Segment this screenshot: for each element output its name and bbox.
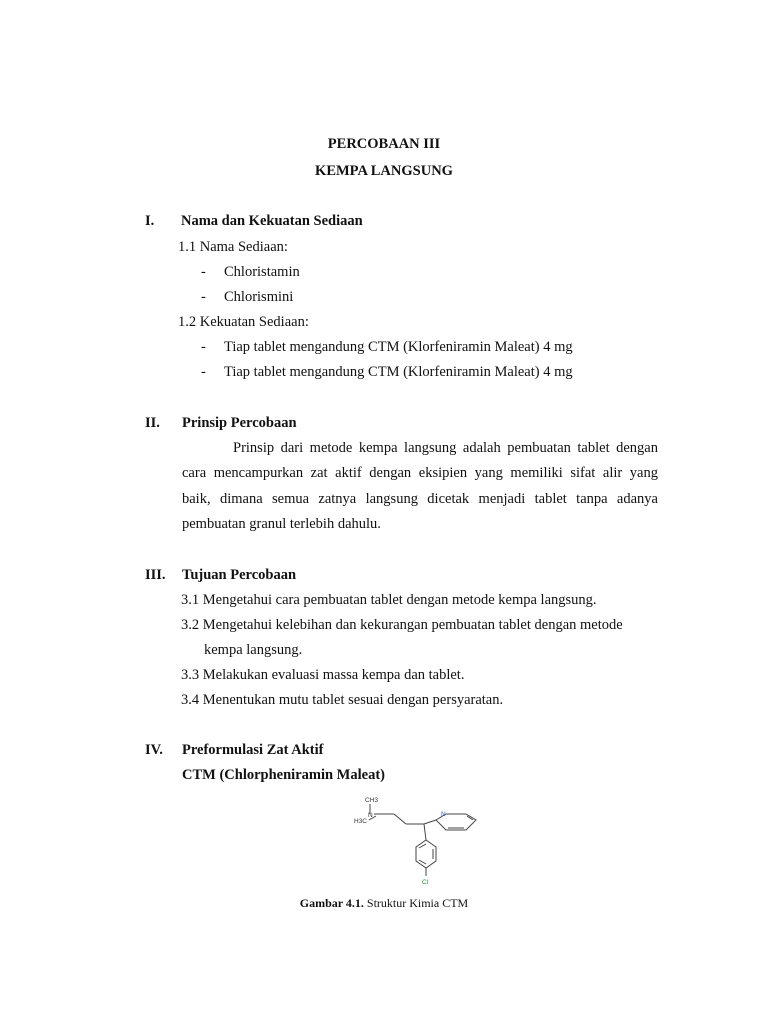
section-1-sub2-label: 1.2 Kekuatan Sediaan:	[178, 314, 309, 330]
list-item-continuation: kempa langsung.	[204, 642, 303, 658]
chemical-structure-figure	[340, 790, 500, 890]
section-1-numeral: I.	[145, 213, 155, 229]
bullet: -	[201, 364, 206, 380]
section-2-numeral: II.	[145, 415, 160, 431]
label-n-amine: N	[368, 812, 373, 819]
paragraph-line: cara mencampurkan zat aktif dengan eksipien yang memiliki sifat alir yang	[182, 465, 658, 481]
label-h3c: H3C	[354, 818, 368, 825]
bullet: -	[201, 264, 206, 280]
paragraph-line: pembuatan granul terlebih dahulu.	[182, 516, 381, 532]
label-cl: Cl	[422, 879, 429, 886]
section-1-sub1-label: 1.1 Nama Sediaan:	[178, 239, 288, 255]
title-line-1: PERCOBAAN III	[327, 136, 441, 152]
list-item: Tiap tablet mengandung CTM (Klorfeniramin Maleat) 4 mg	[224, 364, 573, 380]
section-3-numeral: III.	[145, 567, 166, 583]
title-line-2: KEMPA LANGSUNG	[315, 163, 453, 179]
list-item: 3.2 Mengetahui kelebihan dan kekurangan pembuatan tablet dengan metode	[181, 617, 623, 633]
list-item: Chlorismini	[224, 289, 294, 305]
section-4-subheading: CTM (Chlorpheniramin Maleat)	[182, 767, 385, 783]
caption-label: Gambar 4.1.	[299, 896, 364, 910]
caption-text: Struktur Kimia CTM	[363, 896, 469, 910]
section-3-heading: Tujuan Percobaan	[182, 567, 297, 583]
bullet: -	[201, 289, 206, 305]
list-item: 3.1 Mengetahui cara pembuatan tablet dengan metode kempa langsung.	[181, 592, 597, 608]
section-2-heading: Prinsip Percobaan	[182, 415, 297, 431]
figure-caption	[0, 896, 768, 911]
list-item: 3.4 Menentukan mutu tablet sesuai dengan persyaratan.	[181, 692, 504, 708]
bullet: -	[201, 339, 206, 355]
section-1-heading: Nama dan Kekuatan Sediaan	[181, 213, 363, 229]
paragraph-line: Prinsip dari metode kempa langsung adalah pembuatan tablet dengan	[233, 440, 658, 456]
list-item: 3.3 Melakukan evaluasi massa kempa dan tablet.	[181, 667, 465, 683]
section-4-heading: Preformulasi Zat Aktif	[182, 742, 324, 758]
list-item: Tiap tablet mengandung CTM (Klorfeniramin Maleat) 4 mg	[224, 339, 573, 355]
paragraph-line: baik, dimana semua zatnya langsung dicetak menjadi tablet tanpa adanya	[182, 491, 658, 507]
label-n-pyridine: N	[441, 811, 446, 818]
section-4-numeral: IV.	[145, 742, 163, 758]
label-ch3: CH3	[365, 797, 379, 804]
list-item: Chloristamin	[224, 264, 300, 280]
